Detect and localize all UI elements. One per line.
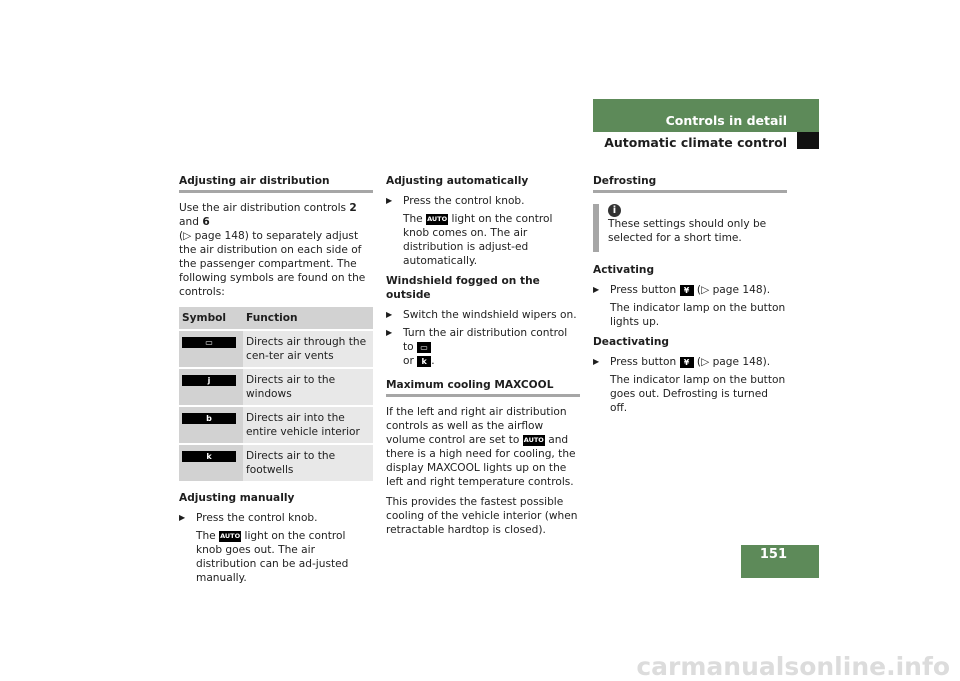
maxcool-paragraph-1: If the left and right air distribution controls as well as the airflow volume control are set to AUTO and there is a high need for cooling, the display MAXCOOL lights up on the left and right temperature controls.	[386, 406, 576, 488]
windshield-fogged-heading: Windshield fogged on the outside	[386, 275, 540, 301]
manual-bullet: ▶ Press the control knob.	[179, 511, 373, 525]
table-row: k Directs air to the footwells	[179, 444, 373, 481]
symbol-column-header: Symbol	[179, 307, 243, 330]
activate-bullet: ▶ Press button ¥ (▷ page 148).	[593, 283, 787, 297]
adjusting-manually-heading: Adjusting manually	[179, 492, 295, 504]
footwell-airflow-icon: k	[182, 451, 236, 462]
maxcool-paragraph-2: This provides the fastest possible cooling of the vehicle interior (when retractable hardtop is closed).	[386, 496, 578, 536]
header-subtitle: Automatic climate control	[604, 135, 787, 150]
air-distribution-intro: Use the air distribution controls 2 and 6 (▷ page 148) to separately adjust the air distribution on each side of the passenger compartment. The following symbols are found on the controls:	[179, 202, 366, 298]
deactivating-heading: Deactivating	[593, 336, 669, 348]
defrost-icon: ¥	[680, 285, 694, 296]
page-number: 151	[741, 545, 819, 578]
middle-column	[386, 174, 580, 543]
watermark: carmanualsonline.info	[636, 652, 950, 681]
footwell-airflow-icon: k	[417, 356, 431, 367]
deactivate-bullet: ▶ Press button ¥ (▷ page 148).	[593, 355, 787, 369]
activating-heading: Activating	[593, 264, 655, 276]
info-note: i These settings should only be selected for a short time.	[608, 205, 767, 244]
table-row: j Directs air to the windows	[179, 368, 373, 406]
auto-icon: AUTO	[523, 435, 544, 444]
auto-text: The AUTO light on the control knob comes on. The air distribution is adjust-ed automatically.	[403, 213, 553, 267]
windshield-bullet-wipers: ▶ Switch the windshield wipers on.	[386, 308, 580, 322]
function-column-header: Function	[243, 307, 373, 330]
header-title: Controls in detail	[593, 99, 819, 132]
manual-text: The AUTO light on the control knob goes out. The air distribution can be ad-justed manually.	[196, 530, 349, 584]
defrost-icon: ¥	[680, 357, 694, 368]
header-tab-marker	[797, 132, 819, 149]
adjusting-automatically-heading: Adjusting automatically	[386, 175, 529, 187]
center-vents-icon: ▭	[417, 342, 431, 353]
windows-airflow-icon: j	[182, 375, 236, 386]
auto-bullet: ▶ Press the control knob.	[386, 194, 580, 208]
defrosting-heading: Defrosting	[593, 174, 787, 193]
maxcool-heading: Maximum cooling MAXCOOL	[386, 378, 580, 397]
right-column	[593, 174, 787, 421]
info-icon: i	[608, 204, 621, 217]
entire-interior-airflow-icon: b	[182, 413, 236, 424]
table-row: ▭ Directs air through the cen-ter air vents	[179, 330, 373, 368]
table-row: b Directs air into the entire vehicle interior	[179, 406, 373, 444]
activate-text: The indicator lamp on the button lights up.	[610, 302, 786, 328]
air-distribution-heading: Adjusting air distribution	[179, 174, 373, 193]
left-column	[179, 174, 373, 591]
note-sidebar	[593, 204, 599, 252]
deactivate-text: The indicator lamp on the button goes out. Defrosting is turned off.	[610, 374, 786, 414]
auto-icon: AUTO	[427, 214, 448, 223]
center-vents-icon: ▭	[182, 337, 236, 348]
windshield-bullet-control: ▶ Turn the air distribution control to ▭ or k .	[386, 326, 580, 368]
symbol-table	[179, 307, 373, 481]
auto-icon: AUTO	[220, 531, 241, 540]
